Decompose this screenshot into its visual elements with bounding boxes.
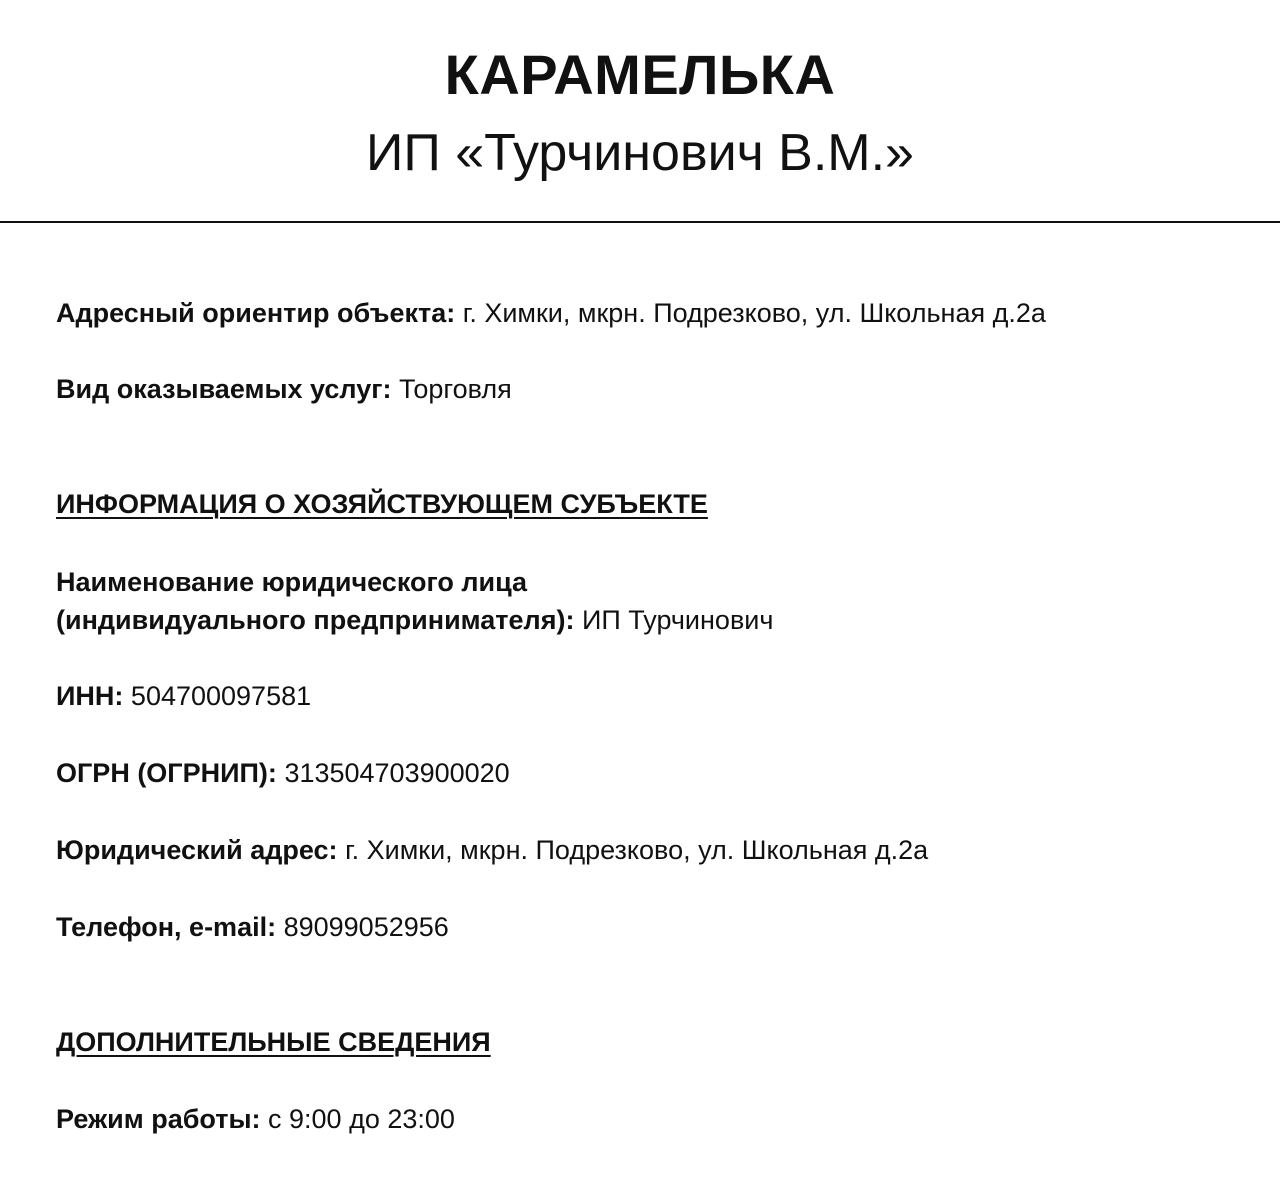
legal-address-label: Юридический адрес:	[56, 835, 338, 865]
legal-address-value: г. Химки, мкрн. Подрезково, ул. Школьная д.2а	[345, 835, 929, 865]
ogrn-label: ОГРН (ОГРНИП):	[56, 758, 277, 788]
hours-row	[56, 1100, 455, 1138]
inn-label: ИНН:	[56, 681, 124, 711]
contact-value: 89099052956	[283, 912, 449, 942]
entity-name-label-first: Наименование юридического лица	[56, 567, 528, 597]
hours-label: Режим работы:	[56, 1104, 261, 1134]
services-label: Вид оказываемых услуг:	[56, 374, 392, 404]
object-address-value: г. Химки, мкрн. Подрезково, ул. Школьная д.2а	[462, 298, 1046, 328]
object-address-label: Адресный ориентир объекта:	[56, 298, 456, 328]
entity-name-label-line1	[56, 563, 527, 601]
entity-section-title: ИНФОРМАЦИЯ О ХОЗЯЙСТВУЮЩЕМ СУБЪЕКТЕ	[56, 489, 708, 519]
entity-name-label-second: (индивидуального предпринимателя):	[56, 605, 575, 635]
inn-row	[56, 677, 311, 715]
services-value: Торговля	[398, 374, 512, 404]
legal-address-row	[56, 831, 928, 869]
services-row	[56, 370, 512, 408]
header-divider	[0, 221, 1280, 223]
ogrn-row	[56, 754, 510, 792]
document-header	[0, 0, 1280, 222]
contact-row	[56, 908, 449, 946]
object-address-row	[56, 294, 1046, 332]
document-title: КАРАМЕЛЬКА	[444, 43, 836, 106]
ogrn-value: 313504703900020	[284, 758, 510, 788]
inn-value: 504700097581	[130, 681, 312, 711]
document-subtitle: ИП «Турчинович В.М.»	[366, 124, 914, 182]
entity-name-value: ИП Турчинович	[581, 605, 774, 635]
hours-value: с 9:00 до 23:00	[268, 1104, 455, 1134]
entity-name-row	[56, 601, 773, 639]
contact-label: Телефон, e-mail:	[56, 912, 277, 942]
additional-section-title: ДОПОЛНИТЕЛЬНЫЕ СВЕДЕНИЯ	[56, 1027, 491, 1057]
